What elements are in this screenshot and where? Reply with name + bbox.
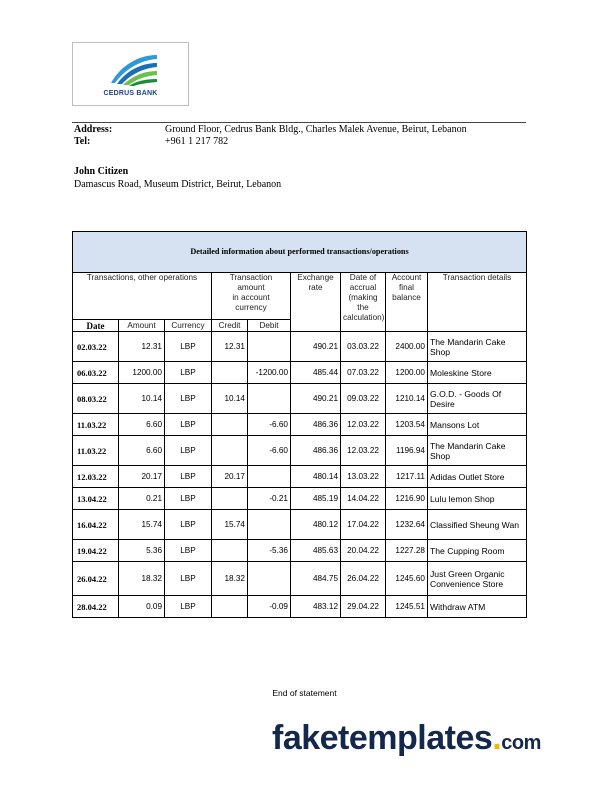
cell-currency: LBP xyxy=(165,466,212,488)
cell-currency: LBP xyxy=(165,596,212,618)
customer-address: Damascus Road, Museum District, Beirut, Lebanon xyxy=(74,179,282,190)
cell-balance: 1200.00 xyxy=(386,362,428,384)
table-row xyxy=(73,466,527,488)
cell-date: 06.03.22 xyxy=(73,362,119,384)
table-row xyxy=(73,384,527,414)
cell-credit xyxy=(212,414,248,436)
cell-details: The Mandarin Cake Shop xyxy=(428,436,527,466)
cell-date: 13.04.22 xyxy=(73,488,119,510)
header-currency: Currency xyxy=(165,320,212,332)
cell-currency: LBP xyxy=(165,384,212,414)
table-body xyxy=(73,332,527,618)
cell-date: 16.04.22 xyxy=(73,510,119,540)
cell-debit xyxy=(248,384,291,414)
cell-amount: 0.09 xyxy=(119,596,165,618)
header-exchange-rate: Exchange rate xyxy=(291,273,341,332)
cell-balance: 1196.94 xyxy=(386,436,428,466)
cell-credit xyxy=(212,436,248,466)
cell-date: 08.03.22 xyxy=(73,384,119,414)
cell-rate: 490.21 xyxy=(291,384,341,414)
header-credit: Credit xyxy=(212,320,248,332)
bank-logo-icon xyxy=(103,49,161,89)
address-label: Address: xyxy=(74,124,113,135)
cell-amount: 10.14 xyxy=(119,384,165,414)
table-row xyxy=(73,436,527,466)
cell-date: 19.04.22 xyxy=(73,540,119,562)
table-row xyxy=(73,596,527,618)
cell-currency: LBP xyxy=(165,488,212,510)
cell-credit: 12.31 xyxy=(212,332,248,362)
cell-accrual: 09.03.22 xyxy=(341,384,386,414)
cell-accrual: 07.03.22 xyxy=(341,362,386,384)
cell-amount: 6.60 xyxy=(119,414,165,436)
table-row xyxy=(73,414,527,436)
cell-details: G.O.D. - Goods Of Desire xyxy=(428,384,527,414)
cell-currency: LBP xyxy=(165,436,212,466)
cell-accrual: 26.04.22 xyxy=(341,562,386,596)
table-row xyxy=(73,540,527,562)
header-amount: Amount xyxy=(119,320,165,332)
cell-currency: LBP xyxy=(165,414,212,436)
cell-amount: 20.17 xyxy=(119,466,165,488)
table-title: Detailed information about performed transactions/operations xyxy=(73,232,527,273)
cell-details: Adidas Outlet Store xyxy=(428,466,527,488)
tel-value: +961 1 217 782 xyxy=(165,136,229,147)
header-debit: Debit xyxy=(248,320,291,332)
cell-debit xyxy=(248,562,291,596)
cell-accrual: 12.03.22 xyxy=(341,436,386,466)
cell-rate: 485.44 xyxy=(291,362,341,384)
cell-credit xyxy=(212,540,248,562)
bank-logo xyxy=(72,42,189,106)
cell-amount: 15.74 xyxy=(119,510,165,540)
cell-details: Lulu lemon Shop xyxy=(428,488,527,510)
cell-balance: 2400.00 xyxy=(386,332,428,362)
header-rule xyxy=(72,122,526,123)
cell-rate: 485.63 xyxy=(291,540,341,562)
cell-currency: LBP xyxy=(165,510,212,540)
table-row xyxy=(73,562,527,596)
cell-debit: -6.60 xyxy=(248,414,291,436)
cell-balance: 1210.14 xyxy=(386,384,428,414)
address-value: Ground Floor, Cedrus Bank Bldg., Charles Malek Avenue, Beirut, Lebanon xyxy=(165,124,467,135)
table-row xyxy=(73,332,527,362)
cell-credit: 20.17 xyxy=(212,466,248,488)
cell-rate: 485.19 xyxy=(291,488,341,510)
cell-rate: 480.12 xyxy=(291,510,341,540)
cell-amount: 1200.00 xyxy=(119,362,165,384)
cell-date: 11.03.22 xyxy=(73,436,119,466)
cell-credit xyxy=(212,488,248,510)
cell-amount: 6.60 xyxy=(119,436,165,466)
header-final-balance: Account final balance xyxy=(386,273,428,332)
cell-rate: 486.36 xyxy=(291,436,341,466)
cell-currency: LBP xyxy=(165,332,212,362)
cell-amount: 0.21 xyxy=(119,488,165,510)
watermark-tld: com xyxy=(501,732,541,754)
customer-name: John Citizen xyxy=(74,166,129,177)
cell-amount: 5.36 xyxy=(119,540,165,562)
cell-details: Just Green Organic Convenience Store xyxy=(428,562,527,596)
transactions-table xyxy=(72,231,527,618)
cell-accrual: 17.04.22 xyxy=(341,510,386,540)
cell-credit: 10.14 xyxy=(212,384,248,414)
cell-balance: 1232.64 xyxy=(386,510,428,540)
cell-credit: 18.32 xyxy=(212,562,248,596)
watermark xyxy=(272,719,541,758)
cell-date: 26.04.22 xyxy=(73,562,119,596)
cell-details: Mansons Lot xyxy=(428,414,527,436)
watermark-dot: . xyxy=(492,719,502,757)
cell-balance: 1217.11 xyxy=(386,466,428,488)
watermark-main: faketemplates xyxy=(272,719,493,757)
cell-rate: 480.14 xyxy=(291,466,341,488)
cell-details: Withdraw ATM xyxy=(428,596,527,618)
cell-rate: 484.75 xyxy=(291,562,341,596)
cell-currency: LBP xyxy=(165,540,212,562)
cell-debit xyxy=(248,510,291,540)
header-transactions: Transactions, other operations xyxy=(73,273,212,320)
cell-date: 11.03.22 xyxy=(73,414,119,436)
cell-accrual: 14.04.22 xyxy=(341,488,386,510)
cell-accrual: 13.03.22 xyxy=(341,466,386,488)
end-of-statement: End of statement xyxy=(272,688,337,698)
cell-amount: 12.31 xyxy=(119,332,165,362)
cell-accrual: 29.04.22 xyxy=(341,596,386,618)
cell-details: The Mandarin Cake Shop xyxy=(428,332,527,362)
cell-debit: -0.09 xyxy=(248,596,291,618)
cell-accrual: 03.03.22 xyxy=(341,332,386,362)
header-details: Transaction details xyxy=(428,273,527,332)
cell-details: The Cupping Room xyxy=(428,540,527,562)
cell-credit xyxy=(212,362,248,384)
cell-accrual: 20.04.22 xyxy=(341,540,386,562)
cell-rate: 483.12 xyxy=(291,596,341,618)
table-row xyxy=(73,362,527,384)
cell-credit: 15.74 xyxy=(212,510,248,540)
customer-block xyxy=(74,165,281,191)
table-row xyxy=(73,488,527,510)
cell-debit: -1200.00 xyxy=(248,362,291,384)
cell-details: Moleskine Store xyxy=(428,362,527,384)
cell-balance: 1216.90 xyxy=(386,488,428,510)
cell-balance: 1227.28 xyxy=(386,540,428,562)
bank-logo-name: CEDRUS BANK xyxy=(103,90,158,97)
cell-credit xyxy=(212,596,248,618)
cell-rate: 490.21 xyxy=(291,332,341,362)
cell-currency: LBP xyxy=(165,362,212,384)
cell-debit: -0.21 xyxy=(248,488,291,510)
tel-label: Tel: xyxy=(74,136,91,147)
cell-debit: -6.60 xyxy=(248,436,291,466)
header-date: Date xyxy=(73,320,119,332)
cell-date: 28.04.22 xyxy=(73,596,119,618)
header-date-accrual: Date of accrual (making the calculation) xyxy=(341,273,386,332)
cell-details: Classified Sheung Wan xyxy=(428,510,527,540)
cell-balance: 1245.51 xyxy=(386,596,428,618)
cell-debit xyxy=(248,466,291,488)
header-tx-amount: Transaction amount in account currency xyxy=(212,273,291,320)
cell-rate: 486.36 xyxy=(291,414,341,436)
table-row xyxy=(73,510,527,540)
cell-amount: 18.32 xyxy=(119,562,165,596)
cell-balance: 1245.60 xyxy=(386,562,428,596)
cell-date: 02.03.22 xyxy=(73,332,119,362)
cell-accrual: 12.03.22 xyxy=(341,414,386,436)
cell-date: 12.03.22 xyxy=(73,466,119,488)
cell-debit: -5.36 xyxy=(248,540,291,562)
cell-debit xyxy=(248,332,291,362)
cell-currency: LBP xyxy=(165,562,212,596)
cell-balance: 1203.54 xyxy=(386,414,428,436)
